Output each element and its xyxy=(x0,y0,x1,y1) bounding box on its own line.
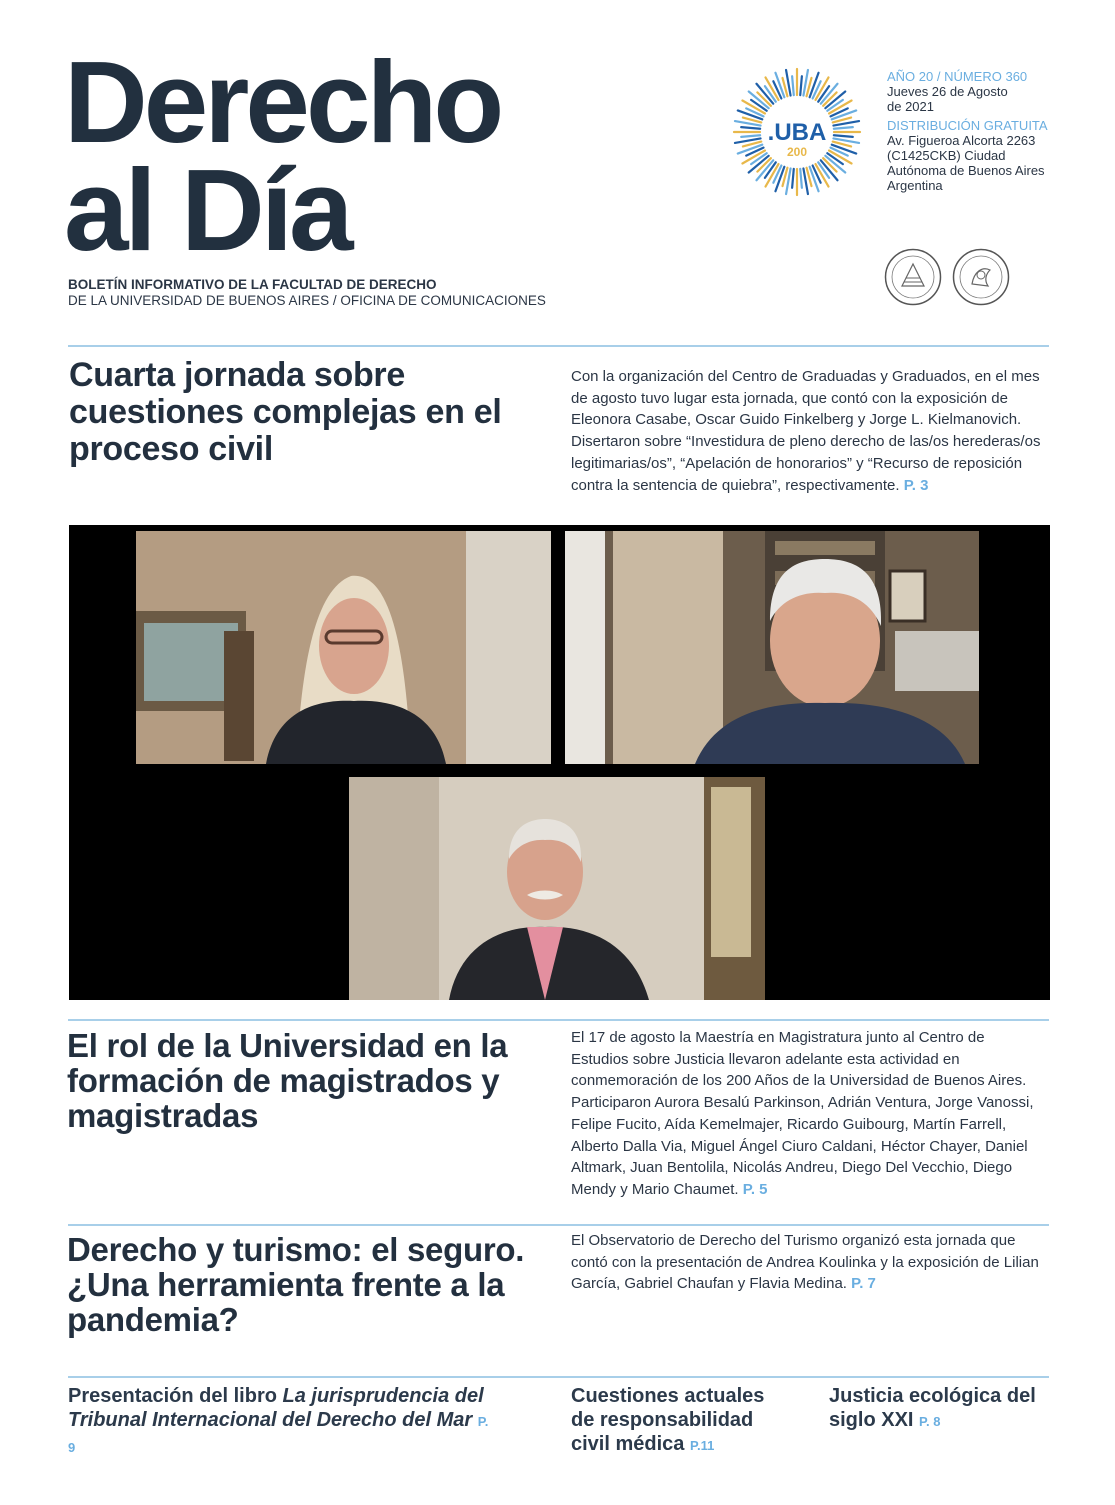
article-3-page-ref[interactable]: P. 7 xyxy=(851,1275,876,1293)
logo-ray xyxy=(741,127,760,129)
bottom-item-2-title: Cuestiones actuales de responsabilidad civil médica xyxy=(571,1385,765,1455)
section-rule xyxy=(68,345,1049,347)
article-1-body xyxy=(571,366,1043,496)
bottom-item-2[interactable] xyxy=(571,1384,791,1458)
article-2-text: El 17 de agosto la Maestría en Magistratura junto al Centro de Estudios sobre Justicia llevaron adelante esta actividad en conmemoración de los 200 Años de la Universidad de Buenos Aires. Participaron Aurora Besalú Parkinson, Adrián Ventura, Jorge Vanossi, Felipe Fucito, Aída Kemelmajer, Ricardo Guibourg, Martín Farrell, Alberto Dalla Via, Miguel Ángel Ciuro Caldani, Héctor Chayer, Daniel Altmark, Juan Bentolila, Nicolás Andreu, Diego Del Vecchio, Diego Mendy y Mario Chaumet. xyxy=(571,1029,1034,1198)
video-participant-3 xyxy=(349,777,765,1000)
bottom-item-1-title: La jurisprudencia del Tribunal Internacional del Derecho del Mar xyxy=(68,1385,484,1431)
logo-ray xyxy=(741,135,760,137)
distribution-label: DISTRIBUCIÓN GRATUITA xyxy=(887,118,1048,133)
video-participant-1 xyxy=(136,531,551,764)
video-conference-photo xyxy=(69,525,1050,1000)
bottom-item-3[interactable] xyxy=(829,1384,1049,1434)
subtitle-line2: DE LA UNIVERSIDAD DE BUENOS AIRES / OFICINA DE COMUNICACIONES xyxy=(68,293,546,308)
logo-200-text: 200 xyxy=(786,145,808,159)
logo-ray xyxy=(792,76,794,95)
bottom-item-1-prefix: Presentación del libro xyxy=(68,1385,283,1407)
article-2-body xyxy=(571,1027,1041,1201)
subtitle-line1: BOLETÍN INFORMATIVO DE LA FACULTAD DE DERECHO xyxy=(68,277,437,292)
section-rule xyxy=(68,1224,1049,1226)
logo-ray xyxy=(834,135,853,137)
article-2-headline: El rol de la Universidad en la formación de magistrados y magistradas xyxy=(67,1027,508,1134)
article-3-body xyxy=(571,1230,1041,1295)
uba-200-logo xyxy=(731,66,863,198)
bottom-item-3-page-ref[interactable]: P. 8 xyxy=(919,1414,941,1429)
address-line3: Autónoma de Buenos Aires xyxy=(887,163,1045,178)
issue-number: AÑO 20 / NÚMERO 360 xyxy=(887,69,1028,84)
article-1-text: Con la organización del Centro de Graduadas y Graduados, en el mes de agosto tuvo lugar esta jornada, que contó con la exposición de Eleonora Casabe, Oscar Guido Finkelberg y Jorge L. Kielmanovich. Disertaron sobre “Investidura de pleno derecho de las/os herederas/os legitimarias/os”, “Apelación de honorarios” y “Recurso de reposición contra la sentencia de quiebra”, respectivamente. xyxy=(571,368,1041,494)
masthead-title-line2: al Día xyxy=(64,145,350,275)
article-1-page-ref[interactable]: P. 3 xyxy=(903,476,929,494)
video-participant-2 xyxy=(565,531,979,764)
section-rule xyxy=(68,1019,1049,1021)
address-line1: Av. Figueroa Alcorta 2263 xyxy=(887,133,1036,148)
logo-uba-text: .UBA xyxy=(767,119,827,146)
address-line4: Argentina xyxy=(887,178,943,193)
logo-ray xyxy=(792,169,794,188)
article-1-headline: Cuarta jornada sobre cuestiones complejas en el proceso civil xyxy=(69,356,502,468)
masthead-subtitle xyxy=(68,277,546,309)
issue-date-line1: Jueves 26 de Agosto xyxy=(887,84,1008,99)
masthead-title-line1: Derecho xyxy=(64,37,501,167)
logo-ray xyxy=(834,127,853,129)
logo-ray xyxy=(800,169,802,188)
issue-date-line2: de 2021 xyxy=(887,99,934,114)
bottom-item-1[interactable] xyxy=(68,1384,498,1460)
bottom-item-2-page-ref[interactable]: P.11 xyxy=(689,1438,715,1453)
masthead-title xyxy=(64,37,501,275)
issue-info xyxy=(887,69,1067,193)
university-seal-icon xyxy=(952,248,1010,306)
bottom-item-1-page-ref[interactable]: P. 9 xyxy=(68,1414,489,1455)
logo-ray xyxy=(800,76,802,95)
article-3-headline: Derecho y turismo: el seguro. ¿Una herramienta frente a la pandemia? xyxy=(67,1231,525,1338)
bottom-item-3-title: Justicia ecológica del siglo XXI xyxy=(829,1385,1036,1431)
address-line2: (C1425CKB) Ciudad xyxy=(887,148,1006,163)
article-2-page-ref[interactable]: P. 5 xyxy=(742,1180,768,1198)
section-rule xyxy=(68,1376,1049,1378)
article-3-text: El Observatorio de Derecho del Turismo organizó esta jornada que contó con la presentación de Andrea Koulinka y la exposición de Lilian García, Gabriel Chaufan y Flavia Medina. xyxy=(571,1232,1039,1293)
faculty-seal-icon xyxy=(884,248,942,306)
